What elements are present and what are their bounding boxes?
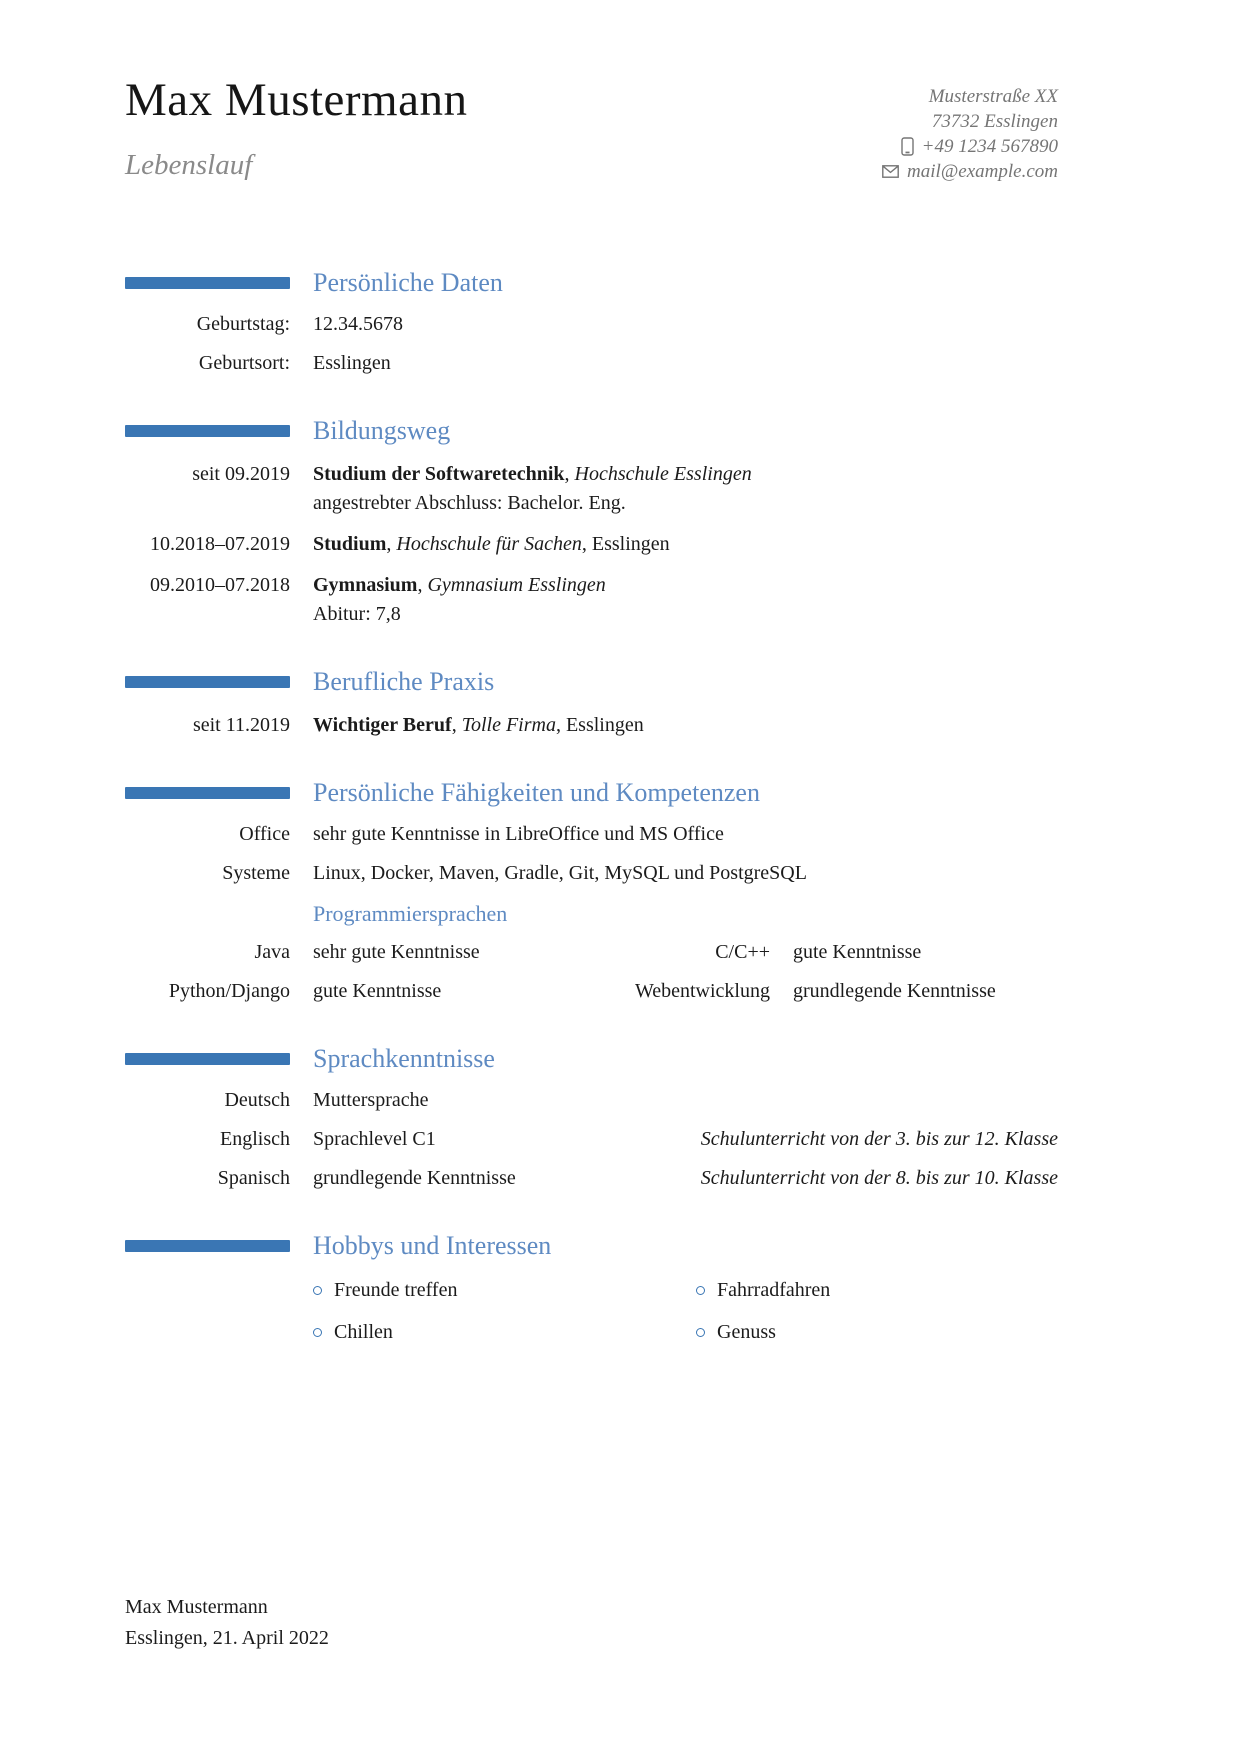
hobby-label: Fahrradfahren: [717, 1279, 831, 1301]
hobby-item: [313, 1275, 696, 1305]
section-header: [125, 266, 1058, 300]
document-title: Lebenslauf: [125, 149, 253, 181]
section-accent-bar: [125, 425, 290, 437]
entry-period: seit 09.2019: [192, 463, 290, 485]
entry-period: seit 11.2019: [192, 714, 290, 736]
comma-separator: ,: [564, 463, 575, 485]
entry-detail: angestrebter Abschluss: Bachelor. Eng.: [313, 492, 626, 514]
row-value: 12.34.5678: [313, 313, 403, 335]
skill-row: [125, 858, 1058, 888]
section-header: [125, 776, 1058, 810]
section-header: [125, 414, 1058, 448]
section-title: Persönliche Fähigkeiten und Kompetenzen: [313, 778, 760, 807]
phone-number: +49 1234 567890: [921, 136, 1058, 157]
comma-separator: ,: [417, 574, 428, 596]
entry-headline: [313, 459, 1058, 489]
section-title: Berufliche Praxis: [313, 667, 495, 696]
section-personal-data: [125, 266, 1058, 378]
skill-pair-row: [125, 976, 1058, 1006]
phone-line: [882, 134, 1058, 159]
circle-bullet-icon: [313, 1328, 322, 1337]
language-level: Sprachlevel C1: [313, 1128, 436, 1150]
section-header: [125, 1229, 1058, 1263]
section-accent-bar: [125, 277, 290, 289]
hobby-label: Freunde treffen: [334, 1279, 458, 1301]
language-note: Schulunterricht von der 8. bis zur 10. Klasse: [700, 1167, 1058, 1189]
entry-title: Studium der Softwaretechnik: [313, 463, 565, 485]
hobby-item: [696, 1275, 1058, 1305]
section-accent-bar: [125, 787, 290, 799]
skills-subheading: Programmiersprachen: [313, 901, 508, 926]
data-row: [125, 348, 1058, 378]
header: [125, 0, 1058, 184]
section-skills: [125, 776, 1058, 1006]
hobby-list: [313, 1275, 1058, 1347]
email-address: mail@example.com: [907, 161, 1058, 182]
skill-label: Webentwicklung: [634, 980, 770, 1002]
skill-value: gute Kenntnisse: [793, 941, 922, 963]
entry-headline: [313, 710, 1058, 740]
entry-suffix: , Esslingen: [581, 533, 670, 555]
signature-place-date: Esslingen, 21. April 2022: [125, 1627, 329, 1649]
language-label: Deutsch: [224, 1089, 290, 1111]
section-header: [125, 665, 1058, 699]
language-level: Muttersprache: [313, 1089, 429, 1111]
education-entry: [125, 529, 1058, 559]
street: Musterstraße XX: [928, 86, 1058, 107]
person-name: Max Mustermann: [125, 74, 468, 126]
mobile-phone-icon: [901, 137, 914, 156]
skill-pair-row: [125, 937, 1058, 967]
section-hobbies: [125, 1229, 1058, 1347]
education-entry: [125, 459, 1058, 518]
language-label: Englisch: [220, 1128, 290, 1150]
row-label: Geburtstag:: [196, 313, 290, 335]
section-title: Sprachkenntnisse: [313, 1044, 495, 1073]
skill-value: sehr gute Kenntnisse: [313, 941, 480, 963]
section-accent-bar: [125, 676, 290, 688]
skill-value: gute Kenntnisse: [313, 980, 442, 1002]
skill-label: Python/Django: [168, 980, 290, 1002]
entry-company: Tolle Firma: [461, 714, 556, 736]
address-line-1: [882, 84, 1058, 109]
entry-period: 10.2018–07.2019: [150, 533, 290, 555]
header-left: [125, 74, 467, 184]
language-level: grundlegende Kenntnisse: [313, 1167, 516, 1189]
section-accent-bar: [125, 1053, 290, 1065]
entry-headline: [313, 529, 1058, 559]
entry-title: Gymnasium: [313, 574, 418, 596]
skill-value: grundlegende Kenntnisse: [793, 980, 996, 1002]
skill-label: Systeme: [222, 862, 290, 884]
comma-separator: ,: [451, 714, 462, 736]
section-education: [125, 414, 1058, 629]
skill-row: [125, 819, 1058, 849]
language-row: [125, 1085, 1058, 1115]
skill-label: Office: [239, 823, 290, 845]
signature-block: [125, 1592, 329, 1654]
row-value: Esslingen: [313, 352, 391, 374]
circle-bullet-icon: [696, 1286, 705, 1295]
skill-value: sehr gute Kenntnisse in LibreOffice und MS Office: [313, 823, 724, 845]
circle-bullet-icon: [696, 1328, 705, 1337]
entry-title: Wichtiger Beruf: [313, 714, 452, 736]
section-title: Bildungsweg: [313, 416, 451, 445]
section-header: [125, 1042, 1058, 1076]
education-entry: [125, 570, 1058, 629]
city: 73732 Esslingen: [931, 111, 1058, 132]
section-languages: [125, 1042, 1058, 1193]
contact-block: [882, 74, 1058, 184]
entry-institution: Hochschule Esslingen: [574, 463, 752, 485]
entry-headline: [313, 570, 1058, 600]
circle-bullet-icon: [313, 1286, 322, 1295]
language-note: Schulunterricht von der 3. bis zur 12. Klasse: [700, 1128, 1058, 1150]
skill-label: Java: [254, 941, 290, 963]
entry-suffix: , Esslingen: [555, 714, 644, 736]
skill-label: C/C++: [715, 941, 770, 963]
email-line: [882, 159, 1058, 184]
signature-name: Max Mustermann: [125, 1596, 268, 1618]
row-label: Geburtsort:: [198, 352, 290, 374]
hobby-label: Chillen: [334, 1321, 393, 1343]
data-row: [125, 309, 1058, 339]
entry-institution: Gymnasium Esslingen: [427, 574, 606, 596]
section-title: Hobbys und Interessen: [313, 1231, 552, 1260]
section-title: Persönliche Daten: [313, 268, 503, 297]
skill-value: Linux, Docker, Maven, Gradle, Git, MySQL und PostgreSQL: [313, 862, 807, 884]
language-row: [125, 1163, 1058, 1193]
address-line-2: [882, 109, 1058, 134]
entry-period: 09.2010–07.2018: [150, 574, 290, 596]
entry-institution: Hochschule für Sachen: [396, 533, 582, 555]
hobby-item: [313, 1317, 696, 1347]
entry-title: Studium: [313, 533, 387, 555]
section-accent-bar: [125, 1240, 290, 1252]
language-row: [125, 1124, 1058, 1154]
envelope-icon: [882, 165, 899, 178]
language-label: Spanisch: [217, 1167, 290, 1189]
work-entry: [125, 710, 1058, 740]
hobby-label: Genuss: [717, 1321, 776, 1343]
section-work-experience: [125, 665, 1058, 740]
entry-detail: Abitur: 7,8: [313, 603, 401, 625]
comma-separator: ,: [386, 533, 397, 555]
hobby-item: [696, 1317, 1058, 1347]
